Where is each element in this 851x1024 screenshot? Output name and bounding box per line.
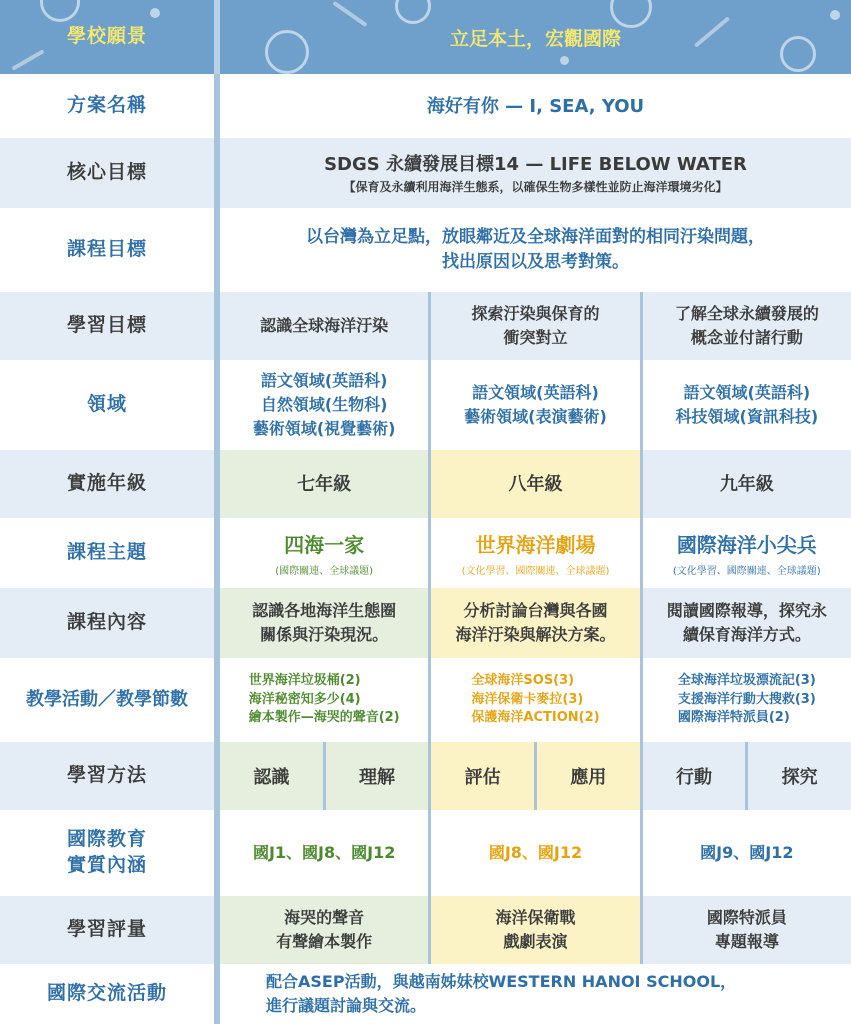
intl-edu-row: [0, 810, 851, 896]
cell-line: 海哭的聲音: [284, 908, 365, 927]
row-label: 實施年級: [66, 472, 147, 495]
course-goal-line: 找出原因以及思考對策。: [442, 252, 629, 272]
cell-line: 有聲繪本製作: [276, 932, 373, 951]
row-label: 領域: [86, 393, 127, 416]
learning-goal-row: [0, 292, 851, 360]
method-item: 評估: [464, 767, 501, 788]
row-label: 學習目標: [66, 314, 147, 337]
row-label: 課程內容: [66, 611, 147, 634]
method-cell: [428, 742, 639, 810]
school-vision: 立足本土，宏觀國際: [449, 27, 621, 50]
course-goal: [220, 208, 851, 292]
theme-title: 四海一家: [284, 533, 365, 557]
content-cell: [428, 588, 639, 658]
cell-line: 語文領域(英語科): [683, 383, 811, 402]
learning-goal-cell: [640, 292, 851, 360]
cell-line: 語文領域(英語科): [260, 371, 388, 390]
cell-line: 關係與汙染現況。: [260, 625, 389, 644]
core-goal-title: SDGS 永續發展目標14 — LIFE BELOW WATER: [324, 154, 747, 175]
row-label: 核心目標: [66, 161, 147, 184]
cell-line: 認識各地海洋生態圈: [252, 601, 397, 620]
program-name-row: [0, 74, 851, 138]
theme-cell: [220, 518, 428, 588]
activity-item: 國際海洋特派員(2): [677, 710, 790, 726]
activity-item: 全球海洋垃圾漂流記(3): [677, 672, 816, 688]
intl-edu-cell: 國J9、國J12: [640, 810, 851, 896]
row-label: 方案名稱: [66, 94, 147, 117]
row-label-line: 實質內涵: [66, 854, 147, 876]
content-cell: [220, 588, 428, 658]
cell-line: 衝突對立: [503, 328, 568, 347]
intl-edu-cell: 國J8、國J12: [428, 810, 639, 896]
row-label: 國際交流活動: [46, 982, 167, 1005]
cell-line: 探索汙染與保育的: [471, 304, 600, 323]
method-row: [0, 742, 851, 810]
cell-line: 續保育海洋方式。: [682, 625, 811, 644]
theme-cell: [428, 518, 639, 588]
grade-cell: 七年級: [220, 450, 428, 518]
assessment-cell: [220, 896, 428, 964]
cell-line: 閱讀國際報導，探究永: [666, 601, 827, 620]
cell-line: 概念並付諸行動: [690, 328, 803, 347]
theme-subtitle: (文化學習、國際關連、全球議題): [672, 566, 821, 577]
core-goal-row: [0, 138, 851, 208]
activity-item: 海洋保衛卡麥拉(3): [471, 691, 584, 707]
program-name: 海好有你 — I, SEA, YOU: [426, 95, 645, 117]
cell-line: 了解全球永續發展的: [674, 304, 819, 323]
activity-item: 支援海洋行動大搜救(3): [677, 691, 816, 707]
content-row: [0, 588, 851, 658]
learning-goal-cell: [428, 292, 639, 360]
exchange-text: [220, 964, 851, 1024]
grade-cell: 八年級: [428, 450, 639, 518]
method-item: 認識: [253, 767, 290, 788]
method-cell: [640, 742, 851, 810]
activities-cell: [640, 658, 851, 742]
row-label: 學習方法: [66, 764, 147, 787]
row-label: 課程主題: [66, 541, 147, 564]
activity-item: 全球海洋SOS(3): [471, 672, 575, 688]
intl-edu-cell: 國J1、國J8、國J12: [252, 843, 396, 862]
content-cell: [640, 588, 851, 658]
assessment-cell: [640, 896, 851, 964]
course-goal-line: 以台灣為立足點，放眼鄰近及全球海洋面對的相同汙染問題，: [306, 227, 765, 248]
activity-item: 海洋秘密知多少(4): [248, 691, 361, 707]
cell-line: 藝術領域(表演藝術): [464, 407, 607, 426]
domain-cell: [220, 360, 428, 450]
activities-cell: [428, 658, 639, 742]
activities-cell: [220, 658, 428, 742]
domain-row: [0, 360, 851, 450]
method-item: 應用: [534, 742, 640, 810]
activity-item: 保護海洋ACTION(2): [471, 710, 600, 726]
grade-cell: 九年級: [640, 450, 851, 518]
theme-cell: [640, 518, 851, 588]
cell-line: 戲劇表演: [503, 932, 568, 951]
assessment-row: [0, 896, 851, 964]
cell-line: 分析討論台灣與各國: [463, 601, 608, 620]
cell-line: 海洋汙染與解決方案。: [455, 625, 616, 644]
activity-item: 繪本製作—海哭的聲音(2): [248, 710, 400, 726]
row-label: [0, 810, 214, 896]
row-label-line: 國際教育: [66, 828, 147, 851]
header-row: [0, 0, 851, 74]
row-label: 學習評量: [66, 918, 147, 941]
row-label: 課程目標: [66, 238, 147, 261]
cell-line: 認識全球海洋汙染: [260, 316, 389, 335]
cell-line: 科技領域(資訊科技): [675, 407, 819, 426]
cell-line: 藝術領域(視覺藝術): [252, 419, 396, 438]
row-label: 教學活動／教學節數: [26, 688, 188, 710]
domain-cell: [428, 360, 639, 450]
exchange-line: 進行議題討論與交流。: [266, 996, 427, 1015]
exchange-row: [0, 964, 851, 1024]
domain-cell: [640, 360, 851, 450]
cell-line: 語文領域(英語科): [472, 383, 599, 402]
cell-line: 國際特派員: [706, 908, 787, 927]
method-item: 探究: [745, 742, 851, 810]
theme-row: [0, 518, 851, 588]
exchange-line: 配合ASEP活動，與越南姊妹校WESTERN HANOI SCHOOL，: [266, 972, 737, 991]
theme-subtitle: (國際關連、全球議題): [275, 566, 374, 577]
grade-row: [0, 450, 851, 518]
assessment-cell: [428, 896, 639, 964]
course-goal-row: [0, 208, 851, 292]
method-item: 行動: [675, 767, 712, 788]
core-goal: [220, 138, 851, 208]
cell-line: 海洋保衛戰: [495, 908, 576, 927]
cell-line: 自然領域(生物科): [260, 395, 388, 414]
core-goal-subtitle: 【保育及永續利用海洋生態系，以確保生物多樣性並防止海洋環境劣化】: [343, 180, 728, 194]
method-cell: [220, 742, 428, 810]
activity-item: 世界海洋垃圾桶(2): [248, 672, 361, 688]
method-item: 理解: [323, 742, 429, 810]
theme-title: 國際海洋小尖兵: [676, 533, 817, 557]
theme-subtitle: (文化學習、國際關連、全球議題): [461, 566, 610, 577]
learning-goal-cell: [220, 292, 428, 360]
theme-title: 世界海洋劇場: [475, 533, 596, 557]
cell-line: 專題報導: [714, 932, 779, 951]
header-label: 學校願景: [66, 25, 147, 48]
activities-row: [0, 658, 851, 742]
